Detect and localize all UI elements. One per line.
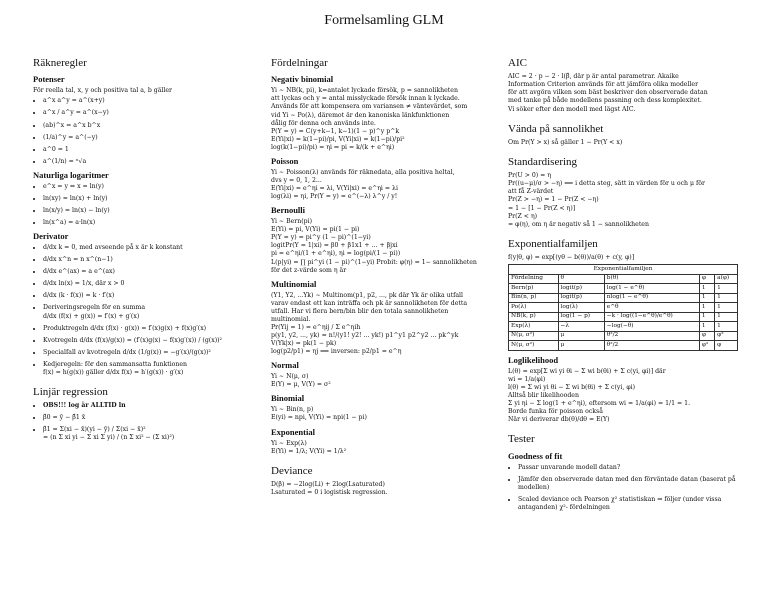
formula-line: f(y|θ, φ) = exp[(yθ − b(θ))/a(θ) + c(y, φ)] xyxy=(508,254,635,261)
table-cell: 1 xyxy=(699,312,714,322)
formula-line: P(Y = y) = pi^y (1 − pi)^(1−yi) xyxy=(271,234,371,242)
text-line: (Y1, Y2, ...Yk) ∼ Multinom(p1, p2, ..., pk där Yk är olika utfall xyxy=(271,291,464,299)
table-row xyxy=(509,303,738,313)
list-item: • Specialfall av kvotregeln d/dx (1/g(x)) = −g′(x)/(g(x))² xyxy=(43,349,248,357)
text-line: multinomial. xyxy=(271,315,311,323)
formula-line: Pr((u−μ)/σ > −η) ⟸ i detta steg, sätt in värden för u och μ för xyxy=(508,180,705,188)
table-cell: θ²/2 xyxy=(604,331,699,341)
list-item: • e^x = y ⇔ x = ln(y) xyxy=(43,183,248,191)
text-line: Vi söker efter den modell med lägst AIC. xyxy=(508,105,636,113)
subsection-heading: Loglikelihood xyxy=(508,354,559,365)
text-line: Används för att kompensera om variansen ≠ väntevärdet, som xyxy=(271,103,468,111)
table-cell: Bin(n, p) xyxy=(509,293,559,303)
formula-line: p(y1, y2, ..., yk) = n!/(y1! y2! ... yk!) p1^y1 p2^y2 ... pk^yk xyxy=(271,331,459,339)
formula-line: log(p2/p1) = ηj ⟹ inversen: p2/p1 = e^η xyxy=(271,348,402,356)
formula-line: E(Yi|xi) = k(1−pi)/pi, V(Yi|xi) = k(1−pi)/pi² xyxy=(271,135,405,143)
column-header: Fördelning xyxy=(509,274,559,284)
table-cell: Bern(p) xyxy=(509,284,559,294)
text-line: Yi ∼ Bin(n, p) xyxy=(271,406,314,414)
list-item xyxy=(43,361,248,377)
text-line: med tanke på både modellens passning och dess komplexitet. xyxy=(508,97,702,105)
formula-line: P(Y = y) = C(y+k−1, k−1)(1 − p)^y p^k xyxy=(271,127,400,135)
text-line: Yi ∼ Poisson(λ) används för räknedata, alla positiva heltal, xyxy=(271,168,455,176)
formula-line: L(θ) = exp[Σ wi yi θi − Σ wi b(θi) + Σ c(yi, φi)] där xyxy=(508,367,666,375)
linjar-list xyxy=(33,402,248,442)
subsection-heading: Goodness of fit xyxy=(508,450,563,461)
gof-list xyxy=(508,464,738,512)
text-line: f(x) = h(g(x)) gäller d/dx f(x) = h′(g(x)) · g′(x) xyxy=(43,368,184,376)
section-heading: Linjär regression xyxy=(33,385,108,398)
table-cell: log(1 − e^θ) xyxy=(604,284,699,294)
table-cell: e^θ xyxy=(604,303,699,313)
table-cell: logit(p) xyxy=(558,284,604,294)
table-row xyxy=(509,293,738,303)
formula-line: logitPr(Y = 1|xi) = β0 + β1x1 + ... + βjxi xyxy=(271,242,398,250)
formula-line: E(Yi|xi) = e^ηi = λi, V(Yi|xi) = e^ηi = λi xyxy=(271,185,398,193)
deriv-list xyxy=(33,244,248,377)
formula-line: = φ(η), om η är negativ så 1 − sannolikheten xyxy=(508,220,649,228)
table-row xyxy=(509,331,738,341)
table-cell: μ xyxy=(558,331,604,341)
table-cell: μ xyxy=(558,341,604,351)
table-cell: 1 xyxy=(699,293,714,303)
text-line: att lyckas och y = antal misslyckade försök innan k lyckade. xyxy=(271,95,460,103)
list-item: • ln(x/y) = ln(x) − ln(y) xyxy=(43,207,248,215)
text-line: Information Criterion används för att jämföra olika modeller xyxy=(508,81,699,89)
text-line: dålig för denna och används inte. xyxy=(271,119,376,127)
text-line: β̂1 = Σ(xi − x̄)(yi − ȳ) / Σ(xi − x̄)² xyxy=(43,426,146,434)
subsection-heading: Potenser xyxy=(33,74,65,85)
table-cell: φ² xyxy=(699,341,714,351)
table-cell: log(1 − p) xyxy=(558,312,604,322)
formula-line: Pr(Yij = 1) = e^ηij / Σ e^ηih xyxy=(271,323,361,331)
column-1 xyxy=(33,48,248,446)
list-item: • d/dx e^(ax) = a e^(ax) xyxy=(43,268,248,276)
table-cell: φ² xyxy=(715,331,738,341)
table-cell: Exp(λ) xyxy=(509,322,559,332)
list-item: • d/dx (k · f(x)) = k · f′(x) xyxy=(43,292,248,300)
table-row xyxy=(509,341,738,351)
text-line: varav endast ett kan inträffa och pk är sannolikheten för detta xyxy=(271,299,468,307)
subsection-heading: Bernoulli xyxy=(271,205,306,216)
subsection-heading: Binomial xyxy=(271,393,305,404)
list-item: • ln(xy) = ln(x) + ln(y) xyxy=(43,195,248,203)
list-item: • Passar unvarande modell datan? xyxy=(518,464,738,472)
table-cell: 1 xyxy=(699,284,714,294)
section-heading: Exponentialfamiljen xyxy=(508,237,598,250)
table-row xyxy=(509,322,738,332)
column-header: φ xyxy=(699,274,714,284)
subsection-heading: Naturliga logaritmer xyxy=(33,169,109,180)
text-line: Lsaturated = 0 i logistisk regression. xyxy=(271,489,388,497)
formula-line: Pr(Z < η) xyxy=(508,212,538,220)
column-header: a(φ) xyxy=(715,274,738,284)
formula-line: När vi deriverar db(θ)/dθ = E(Y) xyxy=(508,416,610,424)
list-item: • a^x / a^y = a^(x−y) xyxy=(43,109,248,117)
section-heading: Fördelningar xyxy=(271,57,328,69)
list-item: • ln(x^a) = a·ln(x) xyxy=(43,219,248,227)
potenser-list xyxy=(33,97,248,165)
exponential-family-table xyxy=(508,264,738,351)
text-line: för att avgöra vilken som bäst beskriver den observerade datan xyxy=(508,89,708,97)
formula-line: E(Y) = μ, V(Y) = σ² xyxy=(271,381,331,389)
formula-line: l(θ) = Σ wi yi θi − Σ wi b(θi) + Σ c(yi, φi) xyxy=(508,384,636,392)
text-line: Yi ∼ Exp(λ) xyxy=(271,439,307,447)
table-cell: φ xyxy=(715,341,738,351)
table-cell: 1 xyxy=(715,322,738,332)
formula-line: wi = 1/a(φi) xyxy=(508,375,546,383)
text-line: utfall. Har vi flera bern/bin blir den totala sannolikheten xyxy=(271,307,449,315)
table-caption: Exponentialfamiljen xyxy=(509,265,738,275)
text-line: att få Z-värdet xyxy=(508,188,554,196)
formula-line: pi = e^ηi/(1 + e^ηi), ηi = log(pi/(1 − pi)) xyxy=(271,250,401,258)
column-2 xyxy=(271,48,491,497)
text-line: AIC = 2 · p − 2 · l(β̂, där p är antal parametrar. Akaike xyxy=(508,73,679,81)
column-header: θ xyxy=(558,274,604,284)
section-heading: AIC xyxy=(508,57,527,69)
subsection-heading: Negativ binomial xyxy=(271,74,334,85)
text-line: dvs y = 0, 1, 2... xyxy=(271,176,322,184)
formula-line: E(Yi) = pi, V(Yi) = pi(1 − pi) xyxy=(271,226,360,234)
list-item: • (1/a)^y = a^(−y) xyxy=(43,134,248,142)
formula-line: D(β) = −2log(Li) + 2log(Lsaturated) xyxy=(271,480,385,488)
text-line: Om Pr(Y > x) så gäller 1 − Pr(Y < x) xyxy=(508,138,623,146)
list-item: • β̂0 = ȳ − β̂1 x̄ xyxy=(43,414,248,422)
formula-line: L(p|yi) = ∏ pi^yi (1 − pi)^(1−yi) Probit: φ(η) = 1− sannolikheten xyxy=(271,258,477,266)
table-header-row xyxy=(509,274,738,284)
text-line: d/dx (f(x) + g(x)) = f′(x) + g′(x) xyxy=(43,312,140,320)
table-cell: −log(−θ) xyxy=(604,322,699,332)
subsection-heading: Exponential xyxy=(271,426,315,437)
formula-line: Pr(Z > −η) = 1 − Pr(Z < −η) xyxy=(508,196,599,204)
formula-line: Pr(U > 0) = η xyxy=(508,172,552,180)
text-line: Yi ∼ Bern(pi) xyxy=(271,218,312,226)
page-title: Formelsamling GLM xyxy=(324,13,444,28)
section-heading: Vända på sannolikhet xyxy=(508,122,604,135)
list-item: • Scaled deviance och Pearson χ² statistiskan ⇒ följer (under vissa antaganden) χ²- fördelningen xyxy=(518,496,738,512)
text-line: vid Yi ∼ Po(λ), däremot är den kanoniska länkfunktionen xyxy=(271,111,450,119)
table-cell: Po(λ) xyxy=(509,303,559,313)
text-line: Deriveringsregeln för en summa xyxy=(43,304,146,312)
table-cell: 1 xyxy=(715,293,738,303)
list-item: • Kvotregeln d/dx (f(x)/g(x)) = (f′(x)g(x) − f(x)g′(x)) / (g(x))² xyxy=(43,337,248,345)
table-row xyxy=(509,284,738,294)
table-cell: 1 xyxy=(715,284,738,294)
formula-line: log(k(1−pi)/pi) = ηi ⇒ pi = k/(k + e^ηi) xyxy=(271,143,395,151)
subsection-heading: Poisson xyxy=(271,155,299,166)
table-cell: N(μ, σ²) xyxy=(509,331,559,341)
table-cell: N(μ, σ²) xyxy=(509,341,559,351)
table-cell: φ xyxy=(699,331,714,341)
list-item xyxy=(43,304,248,320)
table-cell: log(λ) xyxy=(558,303,604,313)
text-line: Yi ∼ NB(k, pi), k=antalet lyckade försök, p = sannolikheten xyxy=(271,87,458,95)
column-header: b(θ) xyxy=(604,274,699,284)
list-item xyxy=(43,426,248,442)
text-line: För reella tal, x, y och positiva tal a, b gäller xyxy=(33,87,172,95)
table-cell: 1 xyxy=(699,322,714,332)
formula-line: Σ yi ηi − Σ log(1 + e^ηi), eftersom wi = 1/a(φi) = 1/1 = 1. xyxy=(508,400,691,408)
table-cell: θ²/2 xyxy=(604,341,699,351)
formula-line: E(yi) = npi, V(Yi) = npi(1 − pi) xyxy=(271,414,367,422)
text-line: för det z-värde som η är xyxy=(271,266,347,274)
text-line: Alltså blir likelihooden xyxy=(508,392,579,400)
list-item: • Produktregeln d/dx (f(x) · g(x)) = f′(x)g(x) + f(x)g′(x) xyxy=(43,325,248,333)
section-heading: Standardisering xyxy=(508,155,578,168)
formula-line: V(Yk|x) = pk(1 − pk) xyxy=(271,340,337,348)
list-item: • OBS!!! log är ALLTID ln xyxy=(43,402,248,410)
log-list xyxy=(33,183,248,227)
section-heading: Deviance xyxy=(271,464,313,477)
text-line: Borde funka för poisson också xyxy=(508,408,603,416)
section-heading: Tester xyxy=(508,433,535,446)
formula-line: = 1 − [1 − Pr(Z < η)] xyxy=(508,204,576,212)
subsection-heading: Derivator xyxy=(33,231,69,242)
list-item: • a^0 = 1 xyxy=(43,146,248,154)
table-cell: NB(k, p) xyxy=(509,312,559,322)
subsection-heading: Multinomial xyxy=(271,278,317,289)
list-item: • d/dx k = 0, med avseende på x är k konstant xyxy=(43,244,248,252)
table-cell: −k · log((1−e^θ)/e^θ) xyxy=(604,312,699,322)
table-cell: nlog(1 − e^θ) xyxy=(604,293,699,303)
section-heading: Räkneregler xyxy=(33,57,87,69)
text-line: Kedjeregeln: för den sammansatta funktionen xyxy=(43,360,188,368)
table-cell: logit(p) xyxy=(558,293,604,303)
list-item: • Jämför den observerade datan med den förväntade datan (baserat på modellen) xyxy=(518,476,738,492)
list-item: • a^(1/n) = ⁿ√a xyxy=(43,158,248,166)
list-item: • d/dx ln(x) = 1/x, där x > 0 xyxy=(43,280,248,288)
list-item: • a^x a^y = a^(x+y) xyxy=(43,97,248,105)
table-cell: 1 xyxy=(715,312,738,322)
table-cell: 1 xyxy=(715,303,738,313)
list-item: • d/dx x^n = n x^(n−1) xyxy=(43,256,248,264)
text-line: = (n Σ xi yi − Σ xi Σ yi) / (n Σ xi² − (Σ xi)²) xyxy=(43,434,175,442)
table-row xyxy=(509,312,738,322)
table-cell: −λ xyxy=(558,322,604,332)
subsection-heading: Normal xyxy=(271,360,299,371)
column-3 xyxy=(508,48,738,516)
list-item: • (ab)^x = a^x b^x xyxy=(43,122,248,130)
formula-line: log(λi) = ηi, Pr(Y = y) = e^(−λ) λ^y / y! xyxy=(271,193,398,201)
formula-line: E(Yi) = 1/λ; V(Yi) = 1/λ² xyxy=(271,447,347,455)
text-line: Yi ∼ N(μ, σ) xyxy=(271,373,309,381)
table-cell: 1 xyxy=(699,303,714,313)
